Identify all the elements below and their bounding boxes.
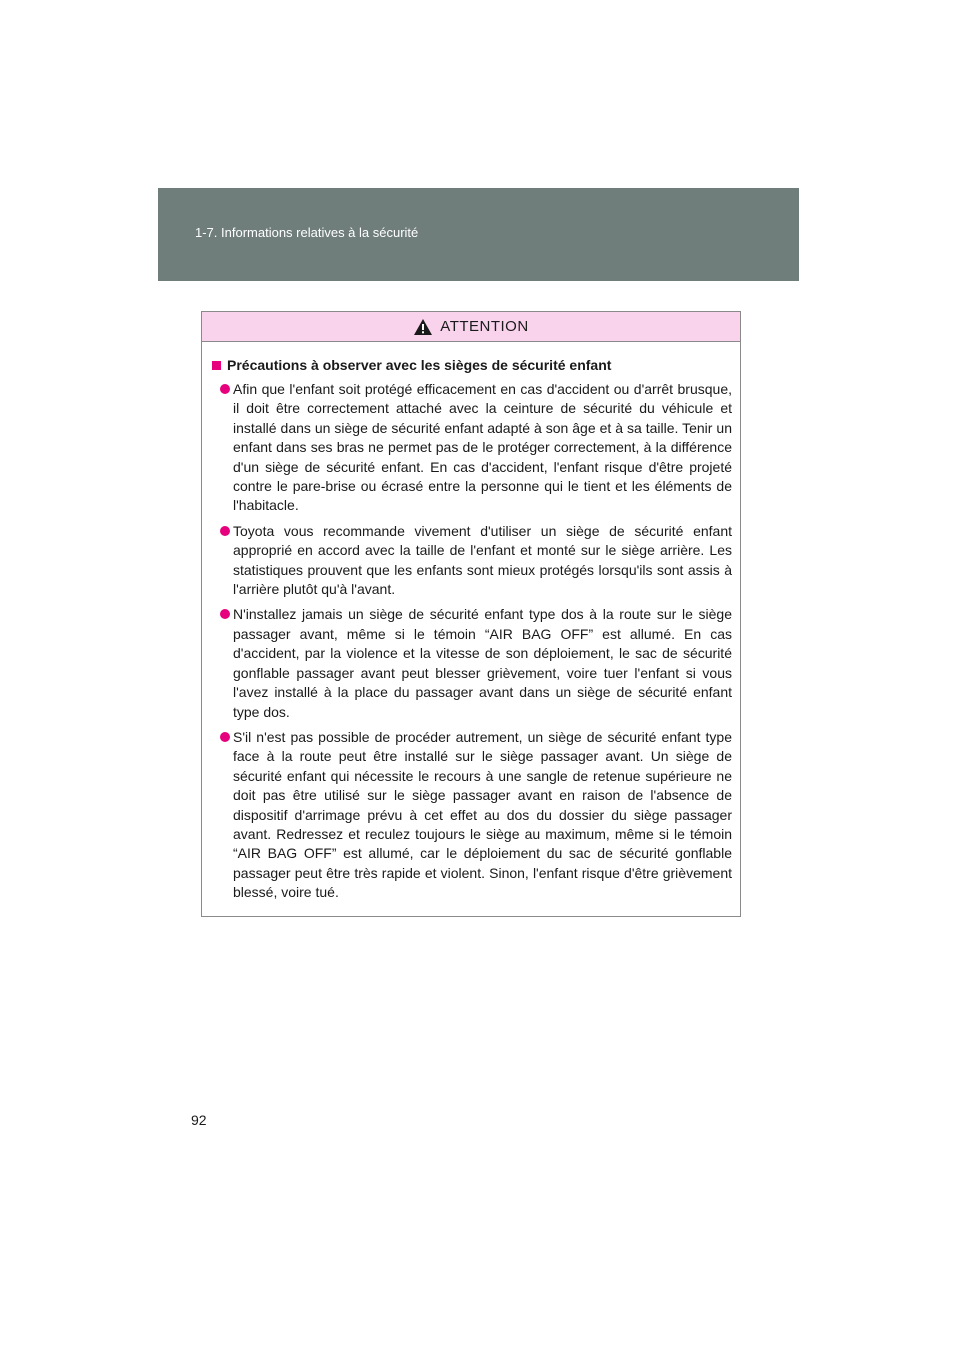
list-item bbox=[212, 522, 732, 600]
warning-content bbox=[202, 342, 740, 903]
bullet-dot-icon bbox=[220, 609, 230, 619]
section-title: 1-7. Informations relatives à la sécurité bbox=[195, 225, 419, 240]
warning-box bbox=[201, 311, 741, 917]
bullet-dot-icon bbox=[220, 526, 230, 536]
list-item-text: S'il n'est pas possible de procéder autrement, un siège de sécurité enfant type face à la route peut être installé sur le siège passager avant. Un siège de sécurité enfant qui nécessite le recours à une sangle de retenue supérieure ne doit pas être utilisé sur le siège passager avant en raison de l'absence de dispositif d'arrimage prévu à cet effet au dos du dossier du siège passager avant. Redressez et reculez toujours le siège au maximum, même si le témoin “AIR BAG OFF” est allumé, car le déploiement du sac de sécurité gonflable passager peut être très rapide et violent. Sinon, l'enfant risque d'être grièvement blessé, voire tué. bbox=[233, 728, 732, 901]
list-item bbox=[212, 605, 732, 721]
list-item bbox=[212, 380, 732, 516]
warning-subheading bbox=[212, 355, 732, 375]
bullet-dot-icon bbox=[220, 732, 230, 742]
warning-triangle-icon bbox=[413, 318, 433, 336]
chapter-header-band bbox=[158, 188, 799, 281]
square-bullet-icon bbox=[212, 361, 221, 370]
warning-subheading-text: Précautions à observer avec les sièges de sécurité enfant bbox=[227, 357, 612, 373]
bullet-dot-icon bbox=[220, 384, 230, 394]
warning-bullet-list bbox=[212, 380, 732, 903]
page-number: 92 bbox=[191, 1112, 207, 1128]
list-item-text: N'installez jamais un siège de sécurité enfant type dos à la route sur le siège passager avant, même si le témoin “AIR BAG OFF” est allumé. En cas d'accident, par la violence et la vitesse de son déploiement, le sac de sécurité gonflable passager avant peut blesser grièvement, voire tuer l'enfant si vous l'avez installé à la place du passager avant dans un siège de sécurité enfant type dos. bbox=[233, 606, 732, 720]
list-item bbox=[212, 728, 732, 903]
list-item-text: Toyota vous recommande vivement d'utiliser un siège de sécurité enfant approprié en accord avec la taille de l'enfant et monté sur le siège arrière. Les statistiques prouvent que les enfants sont mieux protégés lorsqu'ils sont assis à l'arrière plutôt qu'à l'avant. bbox=[233, 522, 732, 598]
warning-header bbox=[202, 312, 740, 342]
list-item-text: Afin que l'enfant soit protégé efficacement en cas d'accident ou d'arrêt brusque, il doit être correctement attaché avec la ceinture de sécurité du véhicule et installé dans un siège de sécurité enfant adapté à son âge et à sa taille. Tenir un enfant dans ses bras ne permet pas de le protéger correctement, à la différence d'un siège de sécurité enfant. En cas d'accident, l'enfant risque d'être projeté contre le pare-brise ou écrasé entre la personne qui le tient et les éléments de l'habitacle. bbox=[233, 381, 732, 514]
warning-title: ATTENTION bbox=[440, 318, 529, 335]
